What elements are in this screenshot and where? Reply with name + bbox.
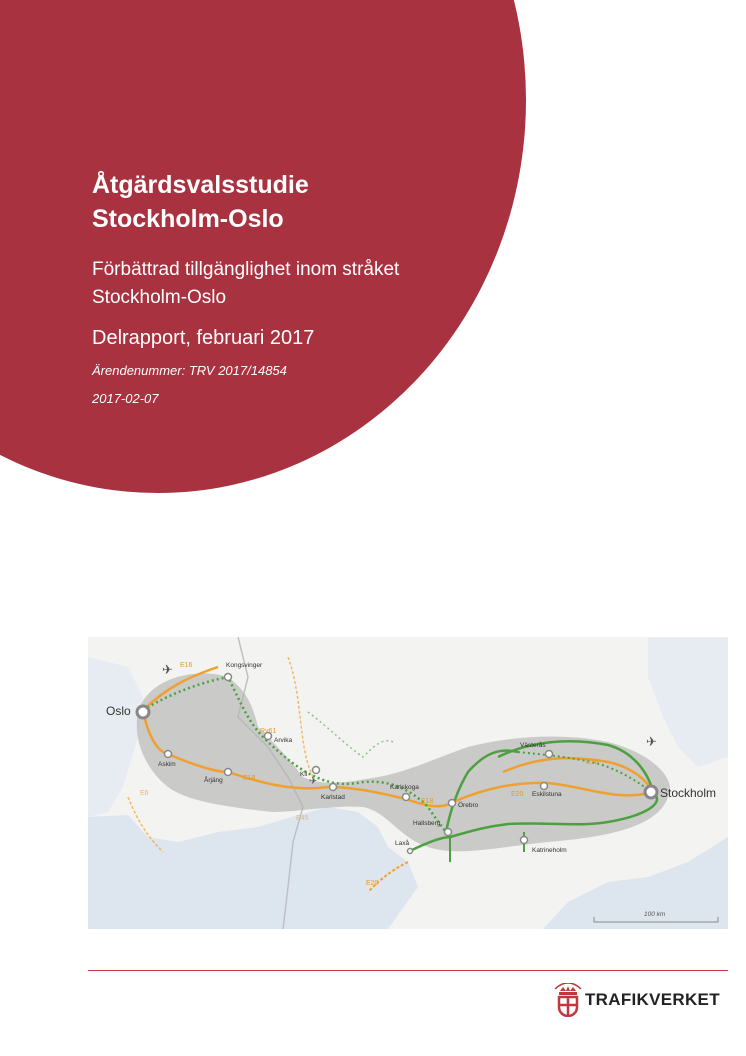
label-road-e20: E20: [511, 791, 524, 798]
label-stockholm: Stockholm: [660, 786, 717, 800]
footer-rule: [88, 970, 728, 971]
report-title-line2: Stockholm-Oslo: [92, 205, 284, 233]
node-katrineholm: [521, 837, 528, 844]
report-subtitle: [92, 256, 399, 312]
label-oslo: Oslo: [106, 704, 131, 718]
scale-label: 100 km: [644, 911, 666, 918]
corridor-map: [88, 637, 728, 929]
label-vasteras: Västerås: [520, 742, 546, 749]
label-road-e18-east: E18: [586, 759, 599, 766]
label-arvika: Arvika: [274, 737, 293, 744]
label-road-e6: E6: [140, 790, 149, 797]
label-laxa: Laxå: [395, 840, 410, 847]
label-road-e18-mid: E18: [421, 798, 434, 805]
node-laxa: [408, 849, 413, 854]
report-subtitle-line2: Stockholm-Oslo: [92, 287, 227, 308]
node-karlskoga: [403, 794, 410, 801]
node-stockholm: [645, 786, 657, 798]
node-oslo: [137, 706, 149, 718]
report-subtitle-line1: Förbättrad tillgänglighet inom stråket: [92, 259, 400, 280]
cover-circle: [0, 0, 526, 493]
report-type: Delrapport, februari 2017: [92, 327, 315, 349]
node-kongsvinger: [225, 674, 232, 681]
label-road-e45: E45: [296, 815, 309, 822]
label-katrineholm: Katrineholm: [532, 847, 567, 854]
node-askim: [165, 751, 172, 758]
crown-icon: [553, 983, 583, 1017]
airport-icon: ✈: [309, 776, 318, 787]
report-date: 2017-02-07: [92, 391, 159, 406]
node-karlstad: [330, 784, 337, 791]
airport-icon: ✈: [646, 734, 657, 749]
label-karlstad: Karlstad: [321, 794, 345, 801]
label-eskilstuna: Eskilstuna: [532, 791, 562, 798]
label-arjang: Årjäng: [204, 777, 223, 784]
label-road-e16: E16: [180, 662, 193, 669]
logo-text: TRAFIKVERKET: [585, 990, 720, 1009]
node-vasteras: [546, 751, 553, 758]
airport-icon: ✈: [162, 662, 173, 677]
label-road-e18-west: E18: [243, 775, 256, 782]
label-askim: Askim: [158, 761, 176, 768]
label-road-e20-south: E20: [366, 880, 379, 887]
node-eskilstuna: [541, 783, 548, 790]
label-hallsberg: Hallsberg: [413, 820, 441, 827]
trafikverket-logo: [549, 975, 734, 1025]
label-karlskoga: Karlskoga: [390, 784, 419, 791]
report-title-line1: Åtgärdsvalsstudie: [92, 171, 309, 199]
node-arjang: [225, 769, 232, 776]
report-title: [92, 168, 309, 236]
node-orebro: [449, 800, 456, 807]
label-orebro: Örebro: [458, 802, 479, 809]
case-number: Ärendenummer: TRV 2017/14854: [92, 363, 287, 378]
label-kil: Kil: [300, 771, 308, 778]
node-kil: [313, 767, 320, 774]
label-kongsvinger: Kongsvinger: [226, 662, 263, 669]
label-road-rv61: Rv61: [260, 728, 277, 735]
node-hallsberg: [445, 829, 452, 836]
